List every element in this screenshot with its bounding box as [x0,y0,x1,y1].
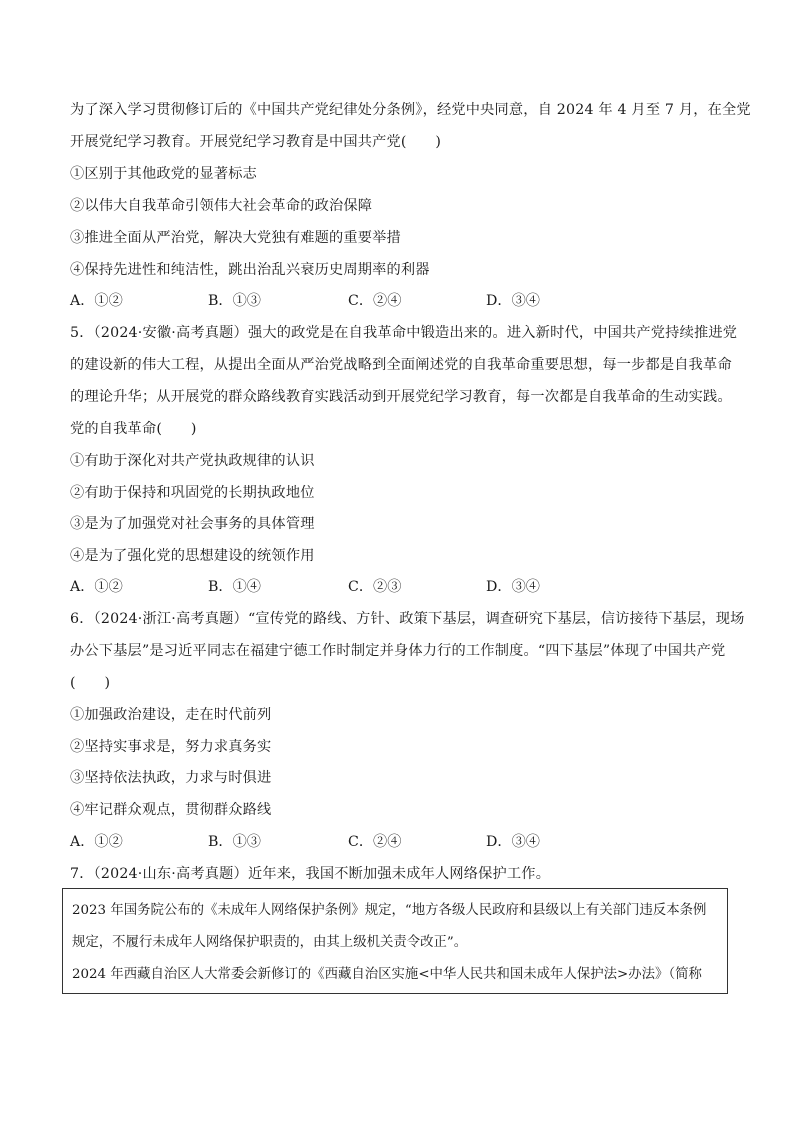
q5-option-d: D．③④ [486,579,540,595]
q6-option-b: B．①③ [208,834,261,850]
q5-options [70,577,730,597]
q4-option-c: C．②④ [348,293,402,309]
q5-stem-line4: 党的自我革命( ) [70,421,197,437]
q7-box-line3: 2024 年西藏自治区人大常委会新修订的《西藏自治区实施<中华人民共和国未成年人保护法>办法》（简称 [72,967,702,982]
q6-option-a: A．①② [70,834,123,850]
q6-stem-line2: 办公下基层”是习近平同志在福建宁德工作时制定并身体力行的工作制度。“四下基层”体现了中国共产党 [70,643,726,659]
q5-stem-line1: 5．（2024·安徽·高考真题）强大的政党是在自我革命中锻造出来的。进入新时代，中国共产党持续推进党 [70,325,738,341]
q6-item-3: ③坚持依法执政，力求与时俱进 [70,770,272,786]
q5-stem-line3: 的理论升华；从开展党的群众路线教育实践活动到开展党纪学习教育，每一次都是自我革命的生动实践。 [70,389,732,405]
q6-stem-line3: ( ) [70,675,111,691]
q5-item-1: ①有助于深化对共产党执政规律的认识 [70,453,315,469]
q6-stem-line1: 6．（2024·浙江·高考真题）“宣传党的路线、方针、政策下基层，调查研究下基层，信访接待下基层，现场 [70,611,745,627]
q5-option-b: B．①④ [208,579,261,595]
q5-item-2: ②有助于保持和巩固党的长期执政地位 [70,485,315,501]
q4-option-b: B．①③ [208,293,261,309]
q6-item-1: ①加强政治建设，走在时代前列 [70,707,272,723]
q4-option-a: A．①② [70,293,123,309]
q4-options [70,291,730,311]
q5-item-3: ③是为了加强党对社会事务的具体管理 [70,516,315,532]
q6-option-c: C．②④ [348,834,402,850]
q6-item-2: ②坚持实事求是，努力求真务实 [70,739,272,755]
q7-material-box [62,888,728,994]
q6-option-d: D．③④ [486,834,540,850]
q5-option-c: C．②③ [348,579,402,595]
q4-item-2: ②以伟大自我革命引领伟大社会革命的政治保障 [70,198,373,214]
q6-options [70,832,730,852]
q4-item-4: ④保持先进性和纯洁性，跳出治乱兴衰历史周期率的利器 [70,262,430,278]
q4-item-3: ③推进全面从严治党，解决大党独有难题的重要举措 [70,230,401,246]
q4-option-d: D．③④ [486,293,540,309]
q7-box-line1: 2023 年国务院公布的《未成年人网络保护条例》规定，“地方各级人民政府和县级以上有关部门违反本条例 [72,903,707,918]
q4-item-1: ①区别于其他政党的显著标志 [70,166,258,182]
q4-stem-line2: 开展党纪学习教育。开展党纪学习教育是中国共产党( ) [70,134,442,150]
q5-option-a: A．①② [70,579,123,595]
q7-stem-line1: 7．（2024·山东·高考真题）近年来，我国不断加强未成年人网络保护工作。 [70,866,551,882]
q7-box-line2: 规定，不履行未成年人网络保护职责的，由其上级机关责令改正”。 [72,935,468,950]
q5-stem-line2: 的建设新的伟大工程，从提出全面从严治党战略到全面阐述党的自我革命重要思想，每一步都是自我革命 [70,357,732,373]
q4-stem-line1: 为了深入学习贯彻修订后的《中国共产党纪律处分条例》，经党中央同意，自 2024 年 4 月至 7 月，在全党 [70,102,751,118]
q6-item-4: ④牢记群众观点，贯彻群众路线 [70,802,272,818]
q5-item-4: ④是为了强化党的思想建设的统领作用 [70,548,315,564]
